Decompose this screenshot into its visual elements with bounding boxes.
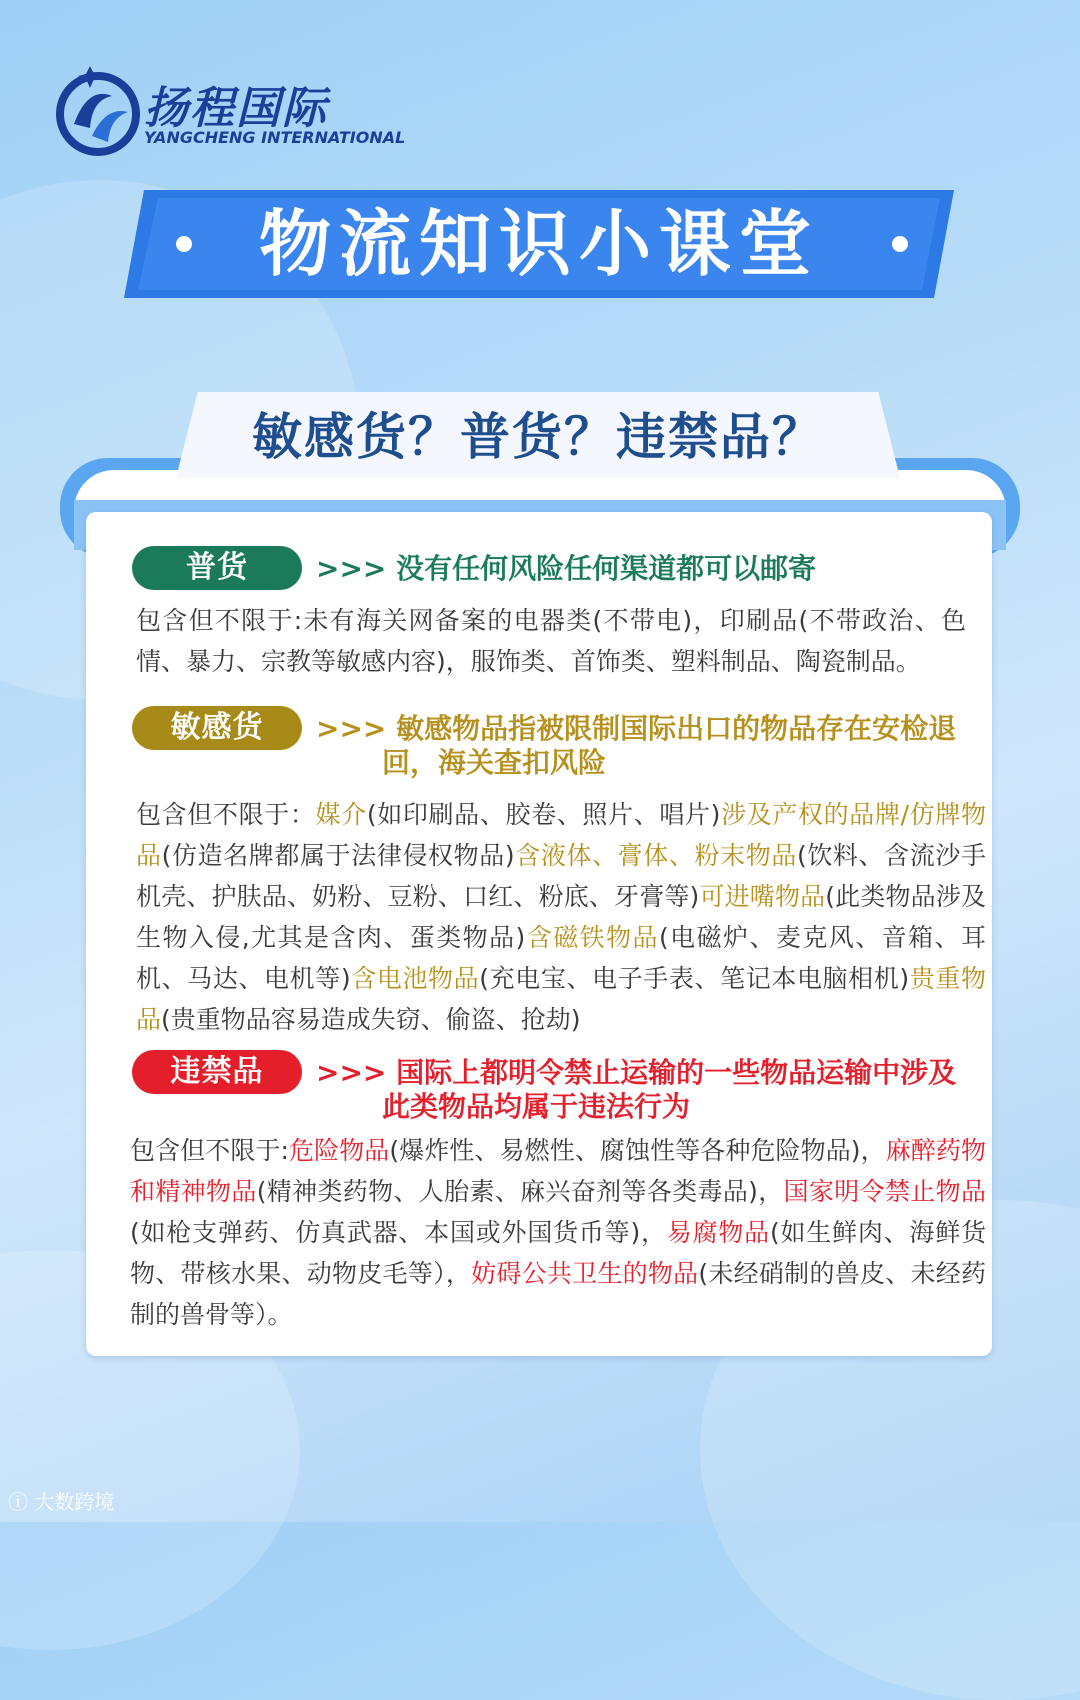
sensitive-note-edible: (此类物品涉及生物入侵,尤其是含肉、蛋类物品)	[136, 882, 986, 952]
sensitive-item-brand: 涉及产权的品牌/仿牌物品	[136, 800, 986, 870]
prohibited-item-banned: 国家明令禁止物品	[783, 1177, 986, 1206]
watermark	[8, 1486, 114, 1515]
sensitive-note-liquid: (饮料、含流沙手机壳、护肤品、奶粉、豆粉、口红、粉底、牙膏等)	[136, 841, 986, 911]
sensitive-item-valuable: 贵重物品	[136, 964, 986, 1034]
prohibited-item-perishable: 易腐物品	[666, 1218, 770, 1247]
sensitive-note-valuable: (贵重物品容易造成失窃、偷盗、抢劫)	[161, 1005, 581, 1034]
watermark-icon: ⓘ	[8, 1490, 28, 1514]
prohibited-item-hygiene: 妨碍公共卫生的物品	[471, 1259, 699, 1288]
sensitive-item-media: 媒介	[315, 800, 367, 829]
content-card	[86, 512, 992, 1356]
sensitive-note-magnet: (电磁炉、麦克风、音箱、耳机、马达、电机等)	[136, 923, 986, 993]
prohibited-note-dangerous: (爆炸性、易燃性、腐蚀性等各种危险物品)，	[389, 1136, 886, 1165]
prohibited-note-hygiene: (未经硝制的兽皮、未经药制的兽骨等）。	[130, 1259, 986, 1329]
prohibited-note-drugs: (精神类药物、人胎素、麻兴奋剂等各类毒品)，	[256, 1177, 784, 1206]
prohibited-item-drugs: 麻醉药物和精神物品	[130, 1136, 986, 1206]
sensitive-headline	[316, 712, 986, 780]
sensitive-item-magnet: 含磁铁物品	[525, 923, 659, 952]
brand-logo-icon	[52, 66, 144, 158]
sensitive-description	[136, 794, 986, 1040]
sensitive-item-edible: 可进嘴物品	[699, 882, 826, 911]
prohibited-item-dangerous: 危险物品	[288, 1136, 390, 1165]
title-banner	[124, 190, 954, 298]
general-headline: >>> 没有任何风险任何渠道都可以邮寄	[316, 552, 817, 585]
sensitive-headline-line1: >>> 敏感物品指被限制国际出口的物品存在安检退	[316, 712, 957, 745]
tag-prohibited-goods: 违禁品	[132, 1050, 302, 1094]
prohibited-headline-line2: 此类物品均属于违法行为	[382, 1090, 691, 1123]
prohibited-headline	[316, 1056, 986, 1124]
brand-name-en: YANGCHENG INTERNATIONAL	[144, 128, 406, 147]
tag-general-goods: 普货	[132, 546, 302, 590]
sensitive-note-media: (如印刷品、胶卷、照片、唱片)	[366, 800, 721, 829]
sensitive-item-liquid: 含液体、膏体、粉末物品	[514, 841, 797, 870]
sensitive-item-battery: 含电池物品	[350, 964, 480, 993]
watermark-text: 大数跨境	[34, 1490, 115, 1514]
prohibited-note-perishable: (如生鲜肉、海鲜货物、带核水果、动物皮毛等），	[130, 1218, 986, 1288]
subtitle: 敏感货？普货？违禁品？	[252, 408, 824, 466]
sensitive-intro: 包含但不限于：	[136, 800, 316, 829]
page-title: 物流知识小课堂	[258, 202, 819, 286]
general-description: 包含但不限于:未有海关网备案的电器类(不带电)，印刷品(不带政治、色情、暴力、宗教等敏感内容)，服饰类、首饰类、塑料制品、陶瓷制品。	[136, 606, 966, 676]
sensitive-note-brand: (仿造名牌都属于法律侵权物品)	[161, 841, 515, 870]
prohibited-description	[130, 1130, 986, 1335]
prohibited-headline-line1: >>> 国际上都明令禁止运输的一些物品运输中涉及	[316, 1056, 957, 1089]
title-dot-right	[892, 236, 908, 252]
prohibited-intro: 包含但不限于:	[130, 1136, 289, 1165]
tag-sensitive-goods: 敏感货	[132, 706, 302, 750]
prohibited-note-banned: (如枪支弹药、仿真武器、本国或外国货币等)，	[130, 1218, 667, 1247]
brand-logo	[52, 66, 406, 176]
brand-name-cn: 扬程国际	[144, 83, 328, 134]
sensitive-headline-line2: 回，海关查扣风险	[382, 746, 607, 779]
sensitive-note-battery: (充电宝、电子手表、笔记本电脑相机)	[479, 964, 910, 993]
